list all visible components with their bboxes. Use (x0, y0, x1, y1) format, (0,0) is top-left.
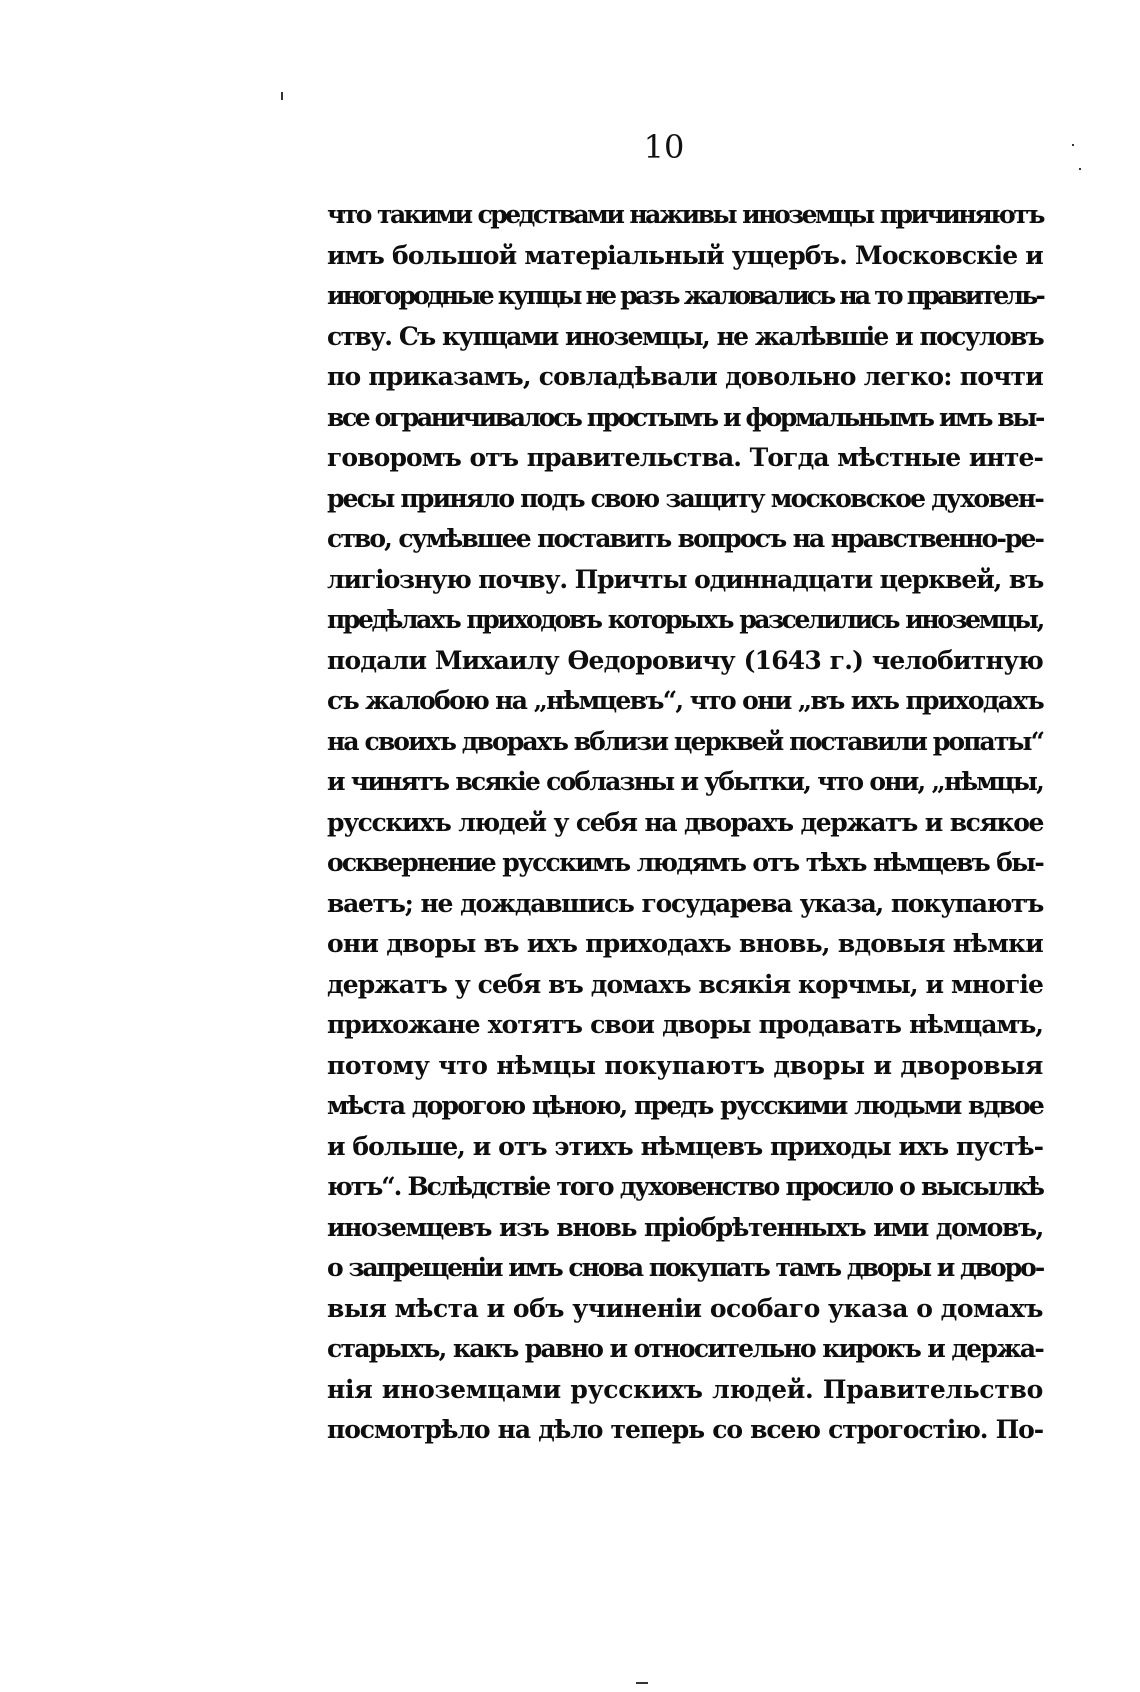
text-line: лигіозную почву. Причты одиннадцати церквей, въ (327, 564, 1044, 594)
scan-speck (1079, 168, 1081, 170)
text-line: и больше, и отъ этихъ нѣмцевъ приходы ихъ пустѣ- (327, 1131, 1043, 1161)
text-line: мѣста дорогою цѣною, предъ русскими людьми вдвое (327, 1091, 1043, 1120)
text-line: на своихъ дворахъ вблизи церквей поставили ропаты“ (327, 726, 1044, 756)
text-line: иноземцевъ изъ вновь пріобрѣтенныхъ ими домовъ, (327, 1212, 1043, 1242)
text-line: ресы приняло подъ свою защиту московское духовен- (327, 483, 1043, 513)
text-line: о запрещеніи имъ снова покупать тамъ дворы и дворо- (327, 1253, 1044, 1282)
scan-speck (281, 92, 283, 100)
text-line: прихожане хотятъ свои дворы продавать нѣмцамъ, (327, 1010, 1043, 1039)
text-line: иногородные купцы не разъ жаловались на то правитель- (327, 281, 1043, 310)
text-line: нія иноземцами русскихъ людей. Правительство (327, 1374, 1043, 1404)
body-paragraph (327, 195, 1043, 1451)
text-line: ваетъ; не дождавшись государева указа, покупаютъ (327, 888, 1043, 918)
text-line: предѣлахъ приходовъ которыхъ разселились иноземцы, (327, 605, 1043, 634)
text-line: ство, сумѣвшее поставить вопросъ на нравственно-ре- (327, 524, 1043, 553)
text-line: съ жалобою на „нѣмцевъ“, что они „въ ихъ приходахъ (327, 686, 1043, 715)
page-number: 10 (643, 128, 685, 166)
text-line: посмотрѣло на дѣло теперь со всею строгостію. По- (327, 1415, 1043, 1444)
text-line: потому что нѣмцы покупаютъ дворы и дворовыя (327, 1050, 1043, 1080)
text-line: русскихъ людей у себя на дворахъ держатъ и всякое (327, 807, 1043, 837)
text-line: что такими средствами наживы иноземцы причиняютъ (327, 200, 1043, 229)
text-line: подали Михаилу Ѳедоровичу (1643 г.) челобитную (327, 645, 1043, 675)
text-line: и чинятъ всякіе соблазны и убытки, что они, „нѣмцы, (327, 767, 1043, 796)
text-line: ютъ“. Вслѣдствіе того духовенство просило о высылкѣ (327, 1172, 1043, 1201)
text-line: выя мѣста и объ учиненіи особаго указа о домахъ (327, 1293, 1043, 1323)
text-line: они дворы въ ихъ приходахъ вновь, вдовыя нѣмки (327, 929, 1043, 958)
text-line: старыхъ, какъ равно и относительно кирокъ и держа- (327, 1334, 1043, 1363)
text-line: ству. Съ купцами иноземцы, не жалѣвшіе и посуловъ (327, 321, 1043, 351)
text-line: держатъ у себя въ домахъ всякія корчмы, и многіе (327, 969, 1043, 999)
text-line: все ограничивалось простымъ и формальнымъ имъ вы- (327, 402, 1043, 432)
text-line: имъ большой матеріальный ущербъ. Московскіе и (327, 240, 1043, 270)
text-line: осквернение русскимъ людямъ отъ тѣхъ нѣмцевъ бы- (327, 848, 1043, 877)
text-line: говоромъ отъ правительства. Тогда мѣстные инте- (327, 443, 1043, 472)
scan-speck (636, 1682, 648, 1684)
text-line: по приказамъ, совладѣвали довольно легко: почти (327, 362, 1043, 391)
